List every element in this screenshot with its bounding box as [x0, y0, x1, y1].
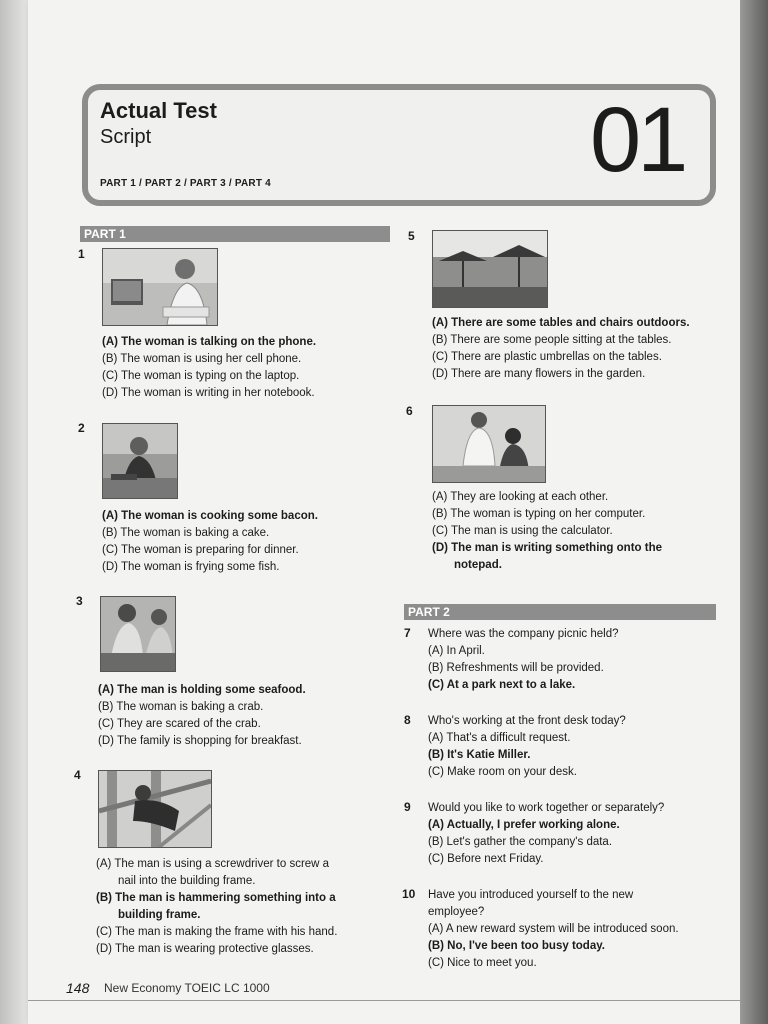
- answer-option: (C) They are scared of the crab.: [98, 718, 261, 730]
- question-number: 10: [402, 887, 416, 901]
- question-number: 8: [404, 713, 411, 727]
- answer-option: (B) No, I've been too busy today.: [428, 940, 605, 952]
- answer-option: (C) The man is using the calculator.: [432, 525, 613, 537]
- answer-option-cont: notepad.: [454, 559, 502, 571]
- part1-header: PART 1: [80, 226, 390, 242]
- question-number: 2: [78, 421, 85, 435]
- answer-option: (A) There are some tables and chairs outdoors.: [432, 317, 690, 329]
- part2-header: PART 2: [404, 604, 716, 620]
- answer-option: (B) The woman is using her cell phone.: [102, 353, 302, 365]
- footer-rule: [28, 1000, 740, 1001]
- q7-block: [428, 626, 718, 694]
- answer-option: (D) The man is writing something onto the: [432, 542, 662, 554]
- answer-option: (A) That's a difficult request.: [428, 732, 571, 744]
- q4-options: [96, 856, 337, 958]
- answer-option: (A) The woman is cooking some bacon.: [102, 510, 318, 522]
- photo-family-seafood: [100, 596, 176, 672]
- answer-option: (B) The man is hammering something into a: [96, 892, 336, 904]
- answer-option: (A) In April.: [428, 645, 485, 657]
- answer-option: (A) The man is using a screwdriver to screw a: [96, 858, 330, 870]
- answer-option: (D) There are many flowers in the garden.: [432, 368, 646, 380]
- answer-option-cont: building frame.: [118, 909, 201, 921]
- answer-option: (B) There are some people sitting at the tables.: [432, 334, 672, 346]
- answer-option: (D) The man is wearing protective glasses.: [96, 943, 314, 955]
- answer-option: (A) A new reward system will be introduced soon.: [428, 923, 679, 935]
- question-number: 6: [406, 404, 413, 418]
- question-prompt: Where was the company picnic held?: [428, 628, 619, 640]
- question-number: 7: [404, 626, 411, 640]
- photo-man-woman-computer: [432, 405, 546, 483]
- answer-option: (C) The woman is preparing for dinner.: [102, 544, 299, 556]
- question-number: 1: [78, 247, 85, 261]
- answer-option: (A) They are looking at each other.: [432, 491, 609, 503]
- q9-block: [428, 800, 718, 868]
- answer-option: (A) The woman is talking on the phone.: [102, 336, 317, 348]
- q2-options: [102, 508, 318, 576]
- question-number: 3: [76, 594, 83, 608]
- answer-option: (C) Before next Friday.: [428, 853, 544, 865]
- answer-option-cont: nail into the building frame.: [118, 875, 256, 887]
- photo-outdoor-tables: [432, 230, 548, 308]
- page-number: 148: [66, 980, 90, 996]
- q10-block: [428, 887, 718, 972]
- q3-options: [98, 682, 306, 750]
- answer-option: (D) The family is shopping for breakfast.: [98, 735, 302, 747]
- q5-options: [432, 315, 690, 383]
- answer-option: (D) The woman is writing in her notebook.: [102, 387, 315, 399]
- photo-woman-cooking: [102, 423, 178, 499]
- answer-option: (C) There are plastic umbrellas on the tables.: [432, 351, 662, 363]
- answer-option: (B) It's Katie Miller.: [428, 749, 531, 761]
- answer-option: (D) The woman is frying some fish.: [102, 561, 280, 573]
- answer-option: (A) Actually, I prefer working alone.: [428, 819, 620, 831]
- question-prompt: Who's working at the front desk today?: [428, 715, 626, 727]
- answer-option: (C) Make room on your desk.: [428, 766, 577, 778]
- page-binding-shadow: [740, 0, 768, 1024]
- test-number: 01: [590, 89, 685, 191]
- answer-option: (C) The woman is typing on the laptop.: [102, 370, 300, 382]
- answer-option: (A) The man is holding some seafood.: [98, 684, 306, 696]
- page-title: Actual Test: [100, 98, 217, 123]
- answer-option: (B) Refreshments will be provided.: [428, 662, 604, 674]
- q1-options: [102, 334, 316, 402]
- answer-option: (B) Let's gather the company's data.: [428, 836, 613, 848]
- photo-man-building-frame: [98, 770, 212, 848]
- answer-option: (B) The woman is baking a cake.: [102, 527, 270, 539]
- answer-option: (B) The woman is typing on her computer.: [432, 508, 646, 520]
- q6-options: [432, 489, 662, 574]
- parts-list: PART 1 / PART 2 / PART 3 / PART 4: [100, 178, 271, 189]
- question-prompt: Have you introduced yourself to the new employee?: [428, 889, 634, 918]
- question-prompt: Would you like to work together or separately?: [428, 802, 665, 814]
- answer-option: (C) At a park next to a lake.: [428, 679, 576, 691]
- answer-option: (C) The man is making the frame with his hand.: [96, 926, 338, 938]
- answer-option: (B) The woman is baking a crab.: [98, 701, 264, 713]
- question-number: 5: [408, 229, 415, 243]
- answer-option: (C) Nice to meet you.: [428, 957, 537, 969]
- page-subtitle: Script: [100, 126, 152, 148]
- question-number: 4: [74, 768, 81, 782]
- book-title: New Economy TOEIC LC 1000: [104, 981, 270, 995]
- q8-block: [428, 713, 718, 781]
- photo-woman-on-phone: [102, 248, 218, 326]
- page-left-margin: [0, 0, 28, 1024]
- question-number: 9: [404, 800, 411, 814]
